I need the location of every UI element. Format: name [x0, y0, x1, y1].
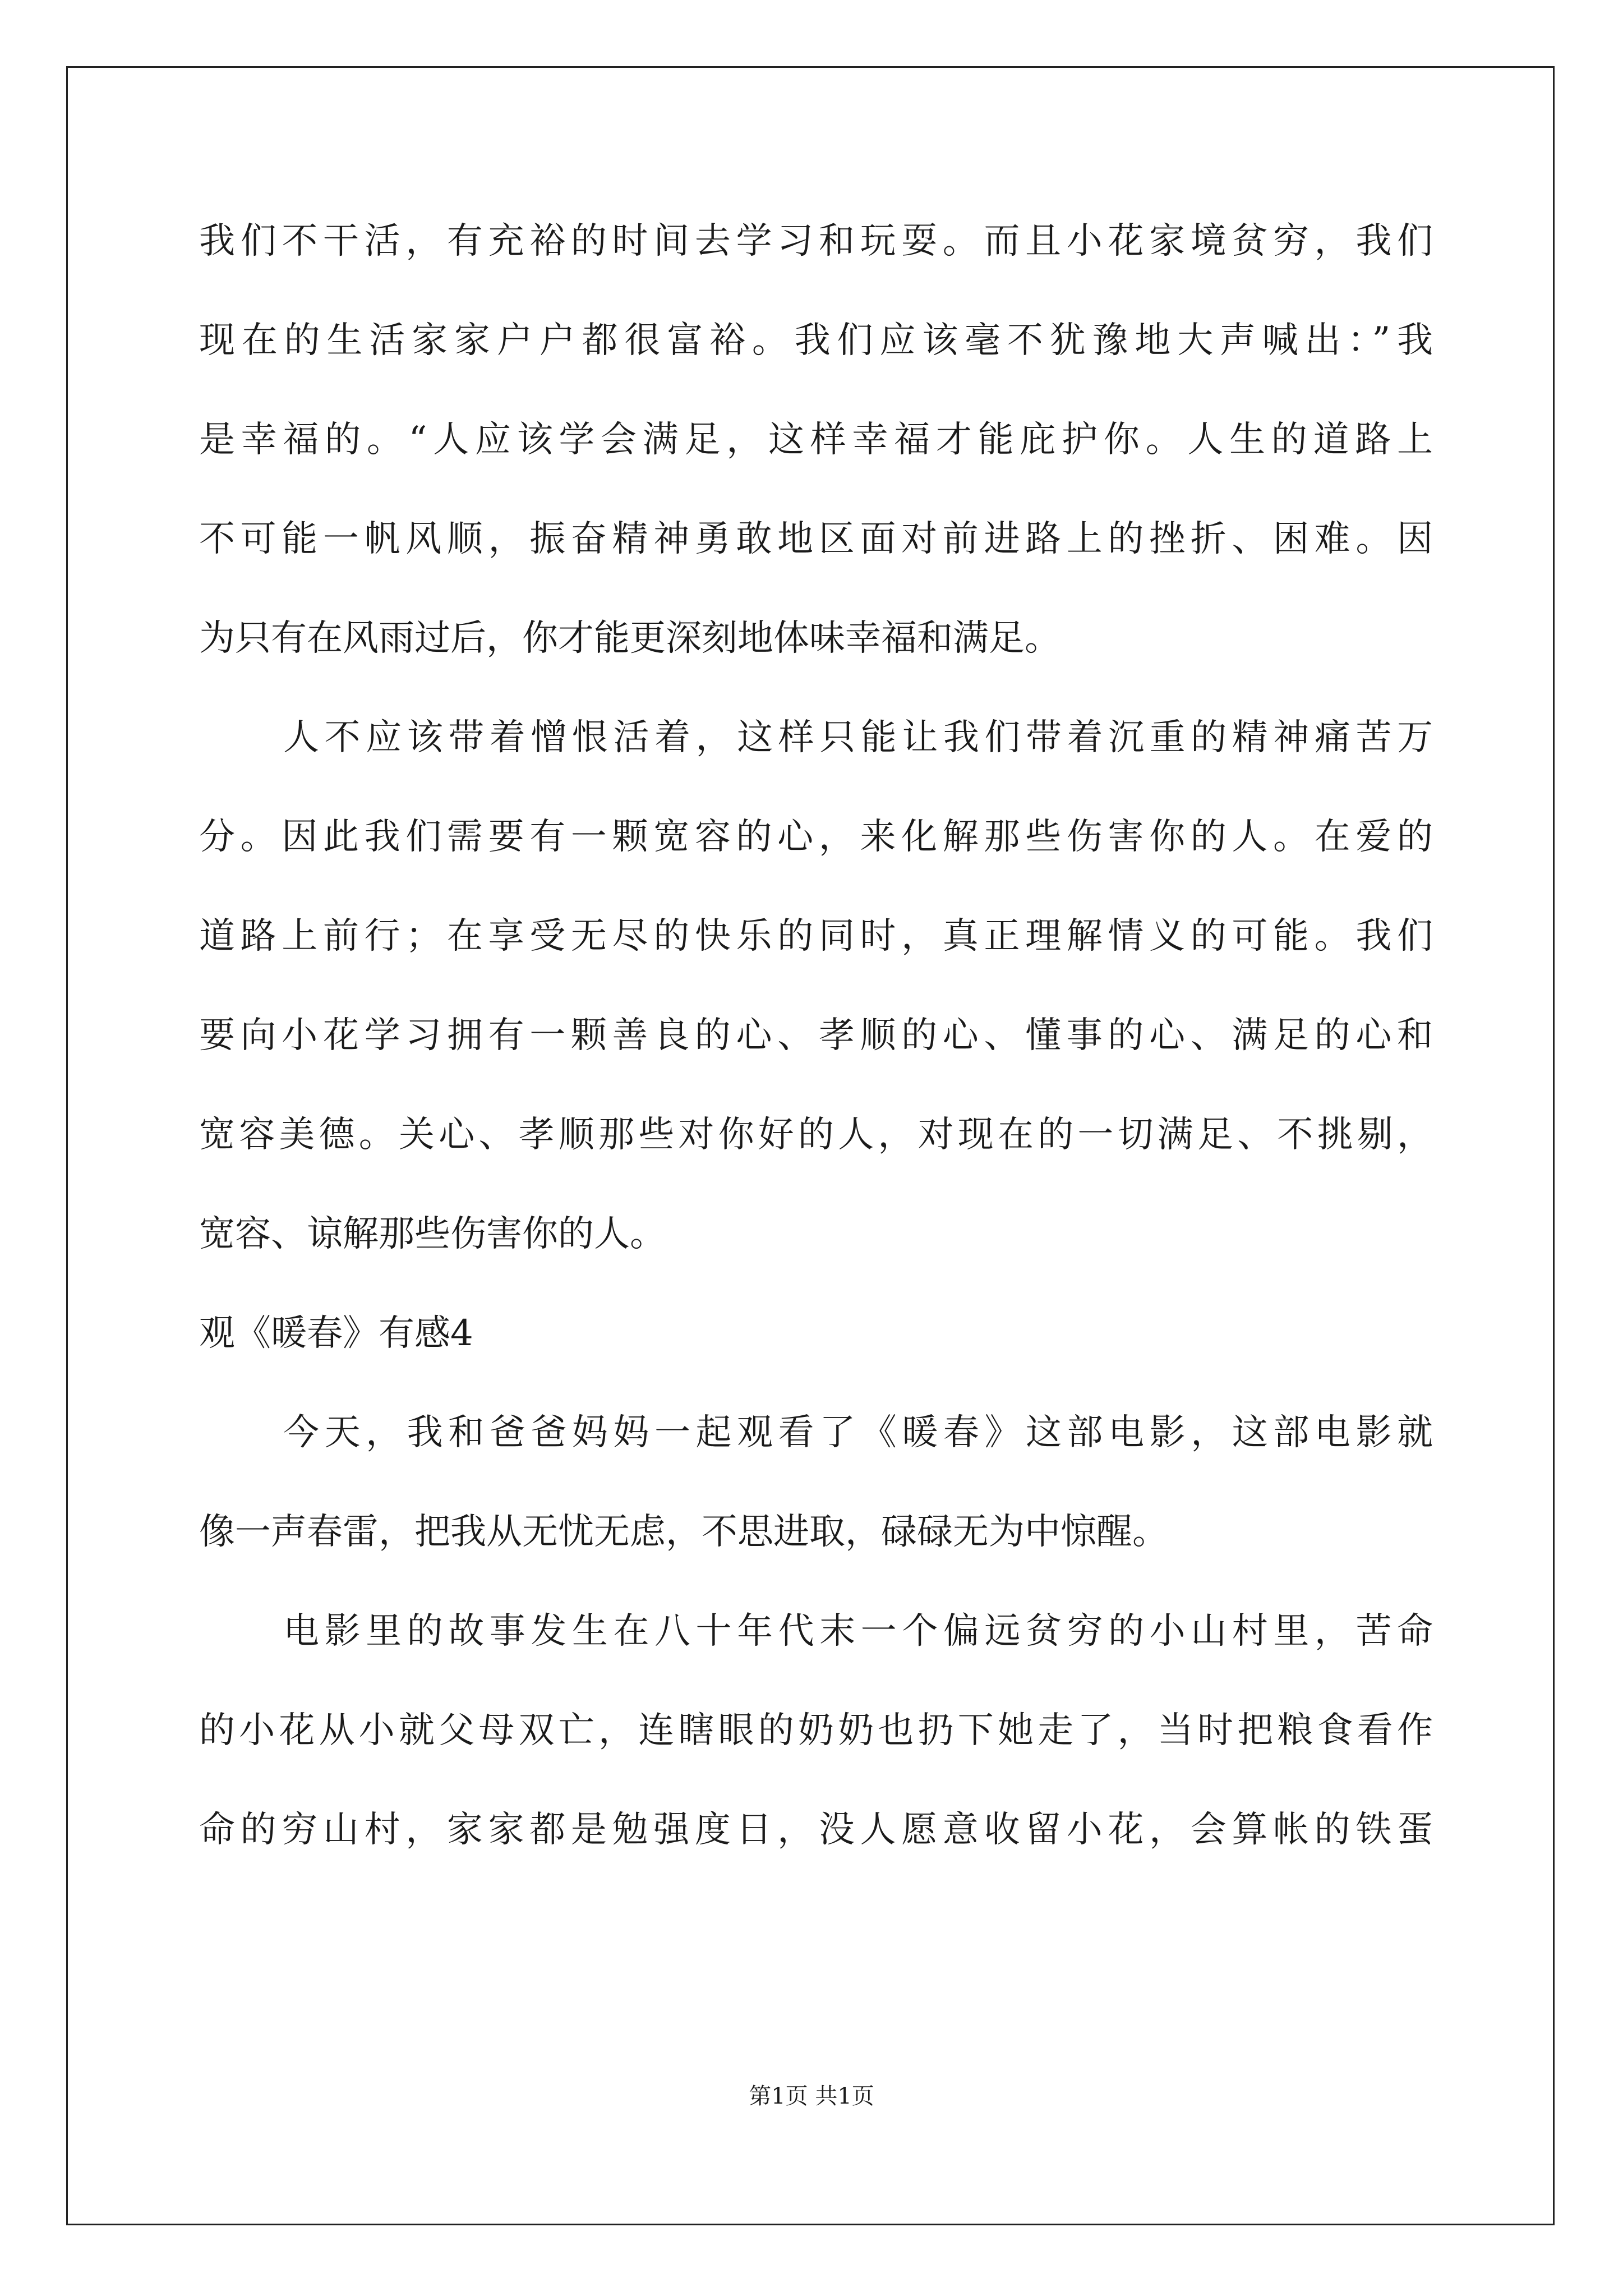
text-line: 我们不干活，有充裕的时间去学习和玩耍。而且小花家境贫穷，我们 — [199, 220, 1433, 262]
text-line: 要向小花学习拥有一颗善良的心、孝顺的心、懂事的心、满足的心和 — [199, 1015, 1433, 1056]
text-line: 像一声春雷，把我从无忧无虑，不思进取，碌碌无为中惊醒。 — [199, 1511, 1168, 1553]
document-body — [199, 216, 1433, 1904]
text-line: 今天，我和爸爸妈妈一起观看了《暖春》这部电影，这部电影就 — [283, 1412, 1433, 1453]
text-line: 为只有在风雨过后，你才能更深刻地体味幸福和满足。 — [199, 618, 1061, 659]
text-line: 宽容、谅解那些伤害你的人。 — [199, 1213, 666, 1255]
text-line: 宽容美德。关心、孝顺那些对你好的人，对现在的一切满足、不挑剔， — [199, 1114, 1433, 1156]
text-line: 道路上前行；在享受无尽的快乐的同时，真正理解情义的可能。我们 — [199, 915, 1433, 957]
section-heading: 观《暖春》有感4 — [199, 1313, 473, 1354]
text-line: 电影里的故事发生在八十年代末一个偏远贫穷的小山村里，苦命 — [283, 1611, 1433, 1652]
text-line: 人不应该带着憎恨活着，这样只能让我们带着沉重的精神痛苦万 — [283, 717, 1433, 758]
paragraph-block-2 — [199, 712, 1433, 1308]
paragraph-block-1 — [199, 216, 1433, 712]
text-line: 命的穷山村，家家都是勉强度日，没人愿意收留小花，会算帐的铁蛋 — [199, 1809, 1433, 1851]
text-line: 分。因此我们需要有一颗宽容的心，来化解那些伤害你的人。在爱的 — [199, 816, 1433, 858]
text-line: 的小花从小就父母双亡，连瞎眼的奶奶也扔下她走了，当时把粮食看作 — [199, 1710, 1433, 1751]
text-line: 是幸福的。“人应该学会满足，这样幸福才能庇护你。人生的道路上 — [199, 419, 1433, 461]
page-footer: 第1页 共1页 — [749, 2083, 874, 2109]
text-line: 现在的生活家家户户都很富裕。我们应该毫不犹豫地大声喊出：”我 — [199, 320, 1433, 361]
paragraph-block-3 — [199, 1407, 1433, 1606]
paragraph-block-4 — [199, 1606, 1433, 1904]
text-line: 不可能一帆风顺，振奋精神勇敢地区面对前进路上的挫折、困难。因 — [199, 518, 1433, 560]
